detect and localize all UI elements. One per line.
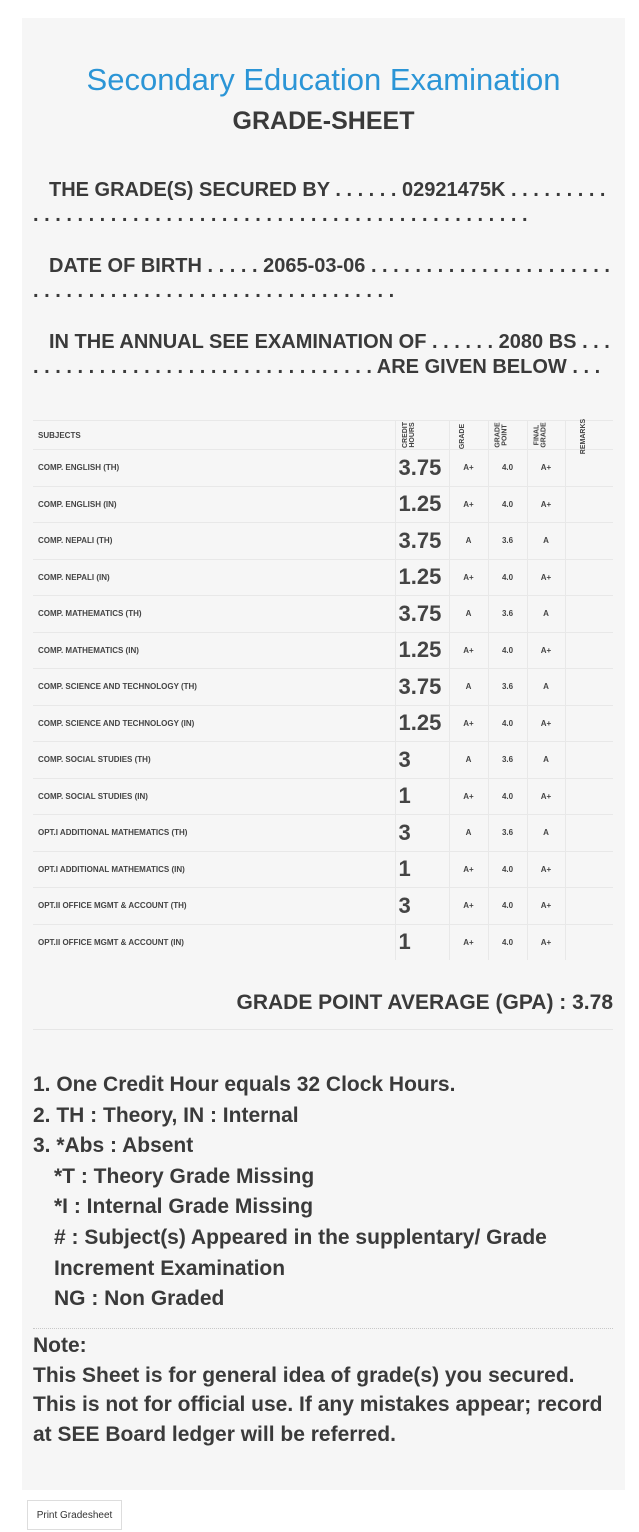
note-section <box>33 1331 613 1449</box>
grade-cell: A+ <box>449 778 488 815</box>
note-item: # : Subject(s) Appeared in the supplentary/ Grade Increment Examination <box>54 1225 547 1280</box>
secured-by-line: THE GRADE(S) SECURED BY . . . . . . 02921475K . . . . . . . . . . . . . . . . . . . . . . . . . . . . . . . . . . . . . . . . . . . . . . . . . . . . . . <box>33 179 606 226</box>
credit-hours-cell: 3.75 <box>395 450 449 487</box>
table-row <box>33 888 613 925</box>
remarks-cell <box>565 523 613 560</box>
remarks-cell <box>565 851 613 888</box>
divider <box>33 1328 613 1329</box>
grade-cell: A+ <box>449 705 488 742</box>
credit-hours-cell: 1.25 <box>395 559 449 596</box>
subject-cell: OPT.I ADDITIONAL MATHEMATICS (IN) <box>33 851 395 888</box>
grade-cell: A <box>449 815 488 852</box>
grade-point-cell: 4.0 <box>488 450 527 487</box>
table-row <box>33 669 613 706</box>
grade-cell: A+ <box>449 924 488 960</box>
note-item: 1. One Credit Hour equals 32 Clock Hours. <box>33 1073 456 1096</box>
table-row <box>33 450 613 487</box>
remarks-cell <box>565 486 613 523</box>
header-final-grade: FINAL GRADE <box>527 421 565 450</box>
subject-cell: COMP. ENGLISH (IN) <box>33 486 395 523</box>
credit-hours-cell: 3.75 <box>395 523 449 560</box>
remarks-cell <box>565 632 613 669</box>
grade-point-cell: 4.0 <box>488 486 527 523</box>
subject-cell: COMP. MATHEMATICS (TH) <box>33 596 395 633</box>
final-grade-cell: A+ <box>527 486 565 523</box>
credit-hours-cell: 1 <box>395 924 449 960</box>
table-row <box>33 705 613 742</box>
gpa-label: GRADE POINT AVERAGE (GPA) : <box>236 991 567 1014</box>
final-grade-cell: A+ <box>527 632 565 669</box>
remarks-cell <box>565 669 613 706</box>
remarks-cell <box>565 924 613 960</box>
remarks-cell <box>565 888 613 925</box>
table-row <box>33 924 613 960</box>
grade-cell: A <box>449 742 488 779</box>
subject-cell: COMP. SOCIAL STUDIES (IN) <box>33 778 395 815</box>
final-grade-cell: A+ <box>527 705 565 742</box>
grade-point-cell: 4.0 <box>488 632 527 669</box>
table-header-row <box>33 421 613 450</box>
grade-cell: A+ <box>449 851 488 888</box>
subject-cell: OPT.II OFFICE MGMT & ACCOUNT (IN) <box>33 924 395 960</box>
grade-point-cell: 3.6 <box>488 742 527 779</box>
remarks-cell <box>565 815 613 852</box>
table-row <box>33 559 613 596</box>
subject-cell: OPT.II OFFICE MGMT & ACCOUNT (TH) <box>33 888 395 925</box>
credit-hours-cell: 3.75 <box>395 669 449 706</box>
final-grade-cell: A+ <box>527 888 565 925</box>
final-grade-cell: A <box>527 523 565 560</box>
remarks-cell <box>565 778 613 815</box>
grade-point-cell: 4.0 <box>488 924 527 960</box>
note-item: NG : Non Graded <box>54 1287 225 1311</box>
table-row <box>33 632 613 669</box>
grade-cell: A+ <box>449 559 488 596</box>
remarks-cell <box>565 742 613 779</box>
grade-point-cell: 3.6 <box>488 596 527 633</box>
grade-point-cell: 4.0 <box>488 705 527 742</box>
note-item: 3. *Abs : Absent <box>33 1134 194 1158</box>
table-row <box>33 778 613 815</box>
grade-point-cell: 4.0 <box>488 559 527 596</box>
grade-cell: A+ <box>449 888 488 925</box>
gpa-value: 3.78 <box>572 991 613 1014</box>
grade-point-cell: 3.6 <box>488 815 527 852</box>
remarks-cell <box>565 705 613 742</box>
dob-value: 2065-03-06 <box>263 255 366 277</box>
grade-cell: A+ <box>449 632 488 669</box>
grades-table <box>33 420 613 960</box>
subject-cell: OPT.I ADDITIONAL MATHEMATICS (TH) <box>33 815 395 852</box>
exam-year: 2080 BS <box>498 331 577 353</box>
subject-cell: COMP. ENGLISH (TH) <box>33 450 395 487</box>
final-grade-cell: A+ <box>527 559 565 596</box>
final-grade-cell: A <box>527 669 565 706</box>
final-grade-cell: A+ <box>527 924 565 960</box>
credit-hours-cell: 3 <box>395 815 449 852</box>
grade-point-cell: 3.6 <box>488 669 527 706</box>
subject-cell: COMP. SCIENCE AND TECHNOLOGY (IN) <box>33 705 395 742</box>
final-grade-cell: A+ <box>527 450 565 487</box>
header-remarks: REMARKS <box>565 421 613 450</box>
header-subjects: SUBJECTS <box>33 421 395 450</box>
grade-point-cell: 3.6 <box>488 523 527 560</box>
final-grade-cell: A <box>527 596 565 633</box>
grade-cell: A <box>449 669 488 706</box>
header-credit-hours: CREDIT HOURS <box>395 421 449 450</box>
credit-hours-cell: 1 <box>395 778 449 815</box>
subject-cell: COMP. MATHEMATICS (IN) <box>33 632 395 669</box>
credit-hours-cell: 3.75 <box>395 596 449 633</box>
final-grade-cell: A+ <box>527 851 565 888</box>
credit-hours-cell: 1.25 <box>395 486 449 523</box>
grade-cell: A <box>449 596 488 633</box>
grade-cell: A+ <box>449 486 488 523</box>
remarks-cell <box>565 450 613 487</box>
subject-cell: COMP. SCIENCE AND TECHNOLOGY (TH) <box>33 669 395 706</box>
exam-suffix: ARE GIVEN BELOW <box>376 356 567 378</box>
final-grade-cell: A <box>527 742 565 779</box>
table-row <box>33 523 613 560</box>
grade-cell: A <box>449 523 488 560</box>
exam-label: IN THE ANNUAL SEE EXAMINATION OF <box>49 331 427 353</box>
symbol-number: 02921475K <box>402 179 506 201</box>
credit-hours-cell: 3 <box>395 742 449 779</box>
table-row <box>33 486 613 523</box>
note-item: 2. TH : Theory, IN : Internal <box>33 1103 299 1127</box>
credit-hours-cell: 1.25 <box>395 705 449 742</box>
table-row <box>33 851 613 888</box>
header-grade: GRADE <box>449 421 488 450</box>
exam-title: Secondary Education Examination <box>86 62 561 97</box>
grade-point-cell: 4.0 <box>488 851 527 888</box>
notes-list <box>33 1070 613 1315</box>
grade-sheet-heading: GRADE-SHEET <box>232 107 415 135</box>
gpa-line <box>33 989 613 1030</box>
grade-sheet-panel <box>22 18 625 1490</box>
final-grade-cell: A <box>527 815 565 852</box>
secured-by-label: THE GRADE(S) SECURED BY <box>49 179 330 201</box>
remarks-cell <box>565 596 613 633</box>
final-grade-cell: A+ <box>527 778 565 815</box>
dob-label: DATE OF BIRTH <box>49 255 202 277</box>
credit-hours-cell: 3 <box>395 888 449 925</box>
table-row <box>33 742 613 779</box>
credit-hours-cell: 1 <box>395 851 449 888</box>
exam-line: IN THE ANNUAL SEE EXAMINATION OF . . . . . . 2080 BS . . . . . . . . . . . . . . . . . . . . . . . . . . . . . . . . . . ARE GIVEN BELOW . . . <box>33 331 610 378</box>
table-row <box>33 815 613 852</box>
subject-cell: COMP. NEPALI (IN) <box>33 559 395 596</box>
credit-hours-cell: 1.25 <box>395 632 449 669</box>
table-row <box>33 596 613 633</box>
grade-cell: A+ <box>449 450 488 487</box>
subject-cell: COMP. NEPALI (TH) <box>33 523 395 560</box>
header-grade-point: GRADE POINT <box>488 421 527 450</box>
grade-point-cell: 4.0 <box>488 888 527 925</box>
note-body: This Sheet is for general idea of grade(s) you secured. This is not for official use. If any mistakes appear; record at SEE Board ledger will be referred. <box>33 1363 603 1446</box>
note-item: *T : Theory Grade Missing <box>54 1164 315 1188</box>
note-heading: Note: <box>33 1334 87 1357</box>
subject-cell: COMP. SOCIAL STUDIES (TH) <box>33 742 395 779</box>
print-gradesheet-button[interactable]: Print Gradesheet <box>27 1500 122 1530</box>
grade-point-cell: 4.0 <box>488 778 527 815</box>
dob-line: DATE OF BIRTH . . . . . 2065-03-06 . . . . . . . . . . . . . . . . . . . . . . . . . . . . . . . . . . . . . . . . . . . . . . . . . . . . . . . <box>33 255 610 302</box>
remarks-cell <box>565 559 613 596</box>
note-item: *I : Internal Grade Missing <box>54 1195 314 1219</box>
